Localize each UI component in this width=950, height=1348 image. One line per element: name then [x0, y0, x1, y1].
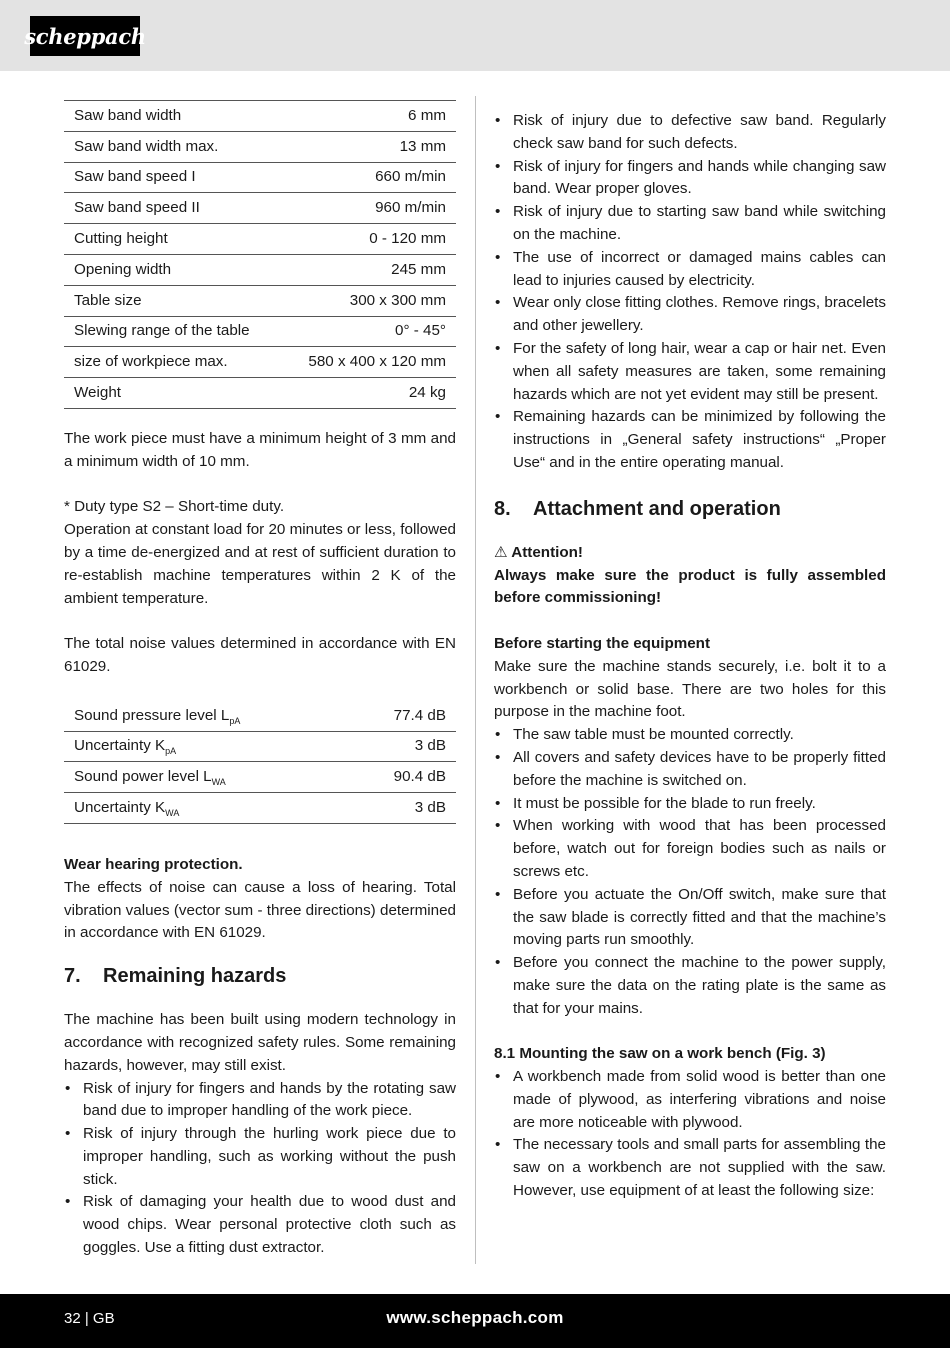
- row-label: Saw band speed II: [64, 193, 281, 224]
- table-row: [64, 193, 456, 224]
- table-row: [64, 731, 456, 762]
- row-label: Sound pressure level $L_{pA}$: [64, 701, 346, 731]
- table-row: [64, 285, 456, 316]
- row-label: Saw band width: [64, 101, 281, 132]
- list-item: • Risk of damaging your health due to wood dust and wood chips. Wear personal protective cloth such as goggles. Use a fitting dust extractor.: [64, 1191, 456, 1259]
- list-item: • Before you actuate the On/Off switch, make sure that the saw blade is correctly fitted and that the machine’s moving parts run smoothly.: [494, 884, 886, 952]
- table-row: [64, 378, 456, 409]
- list-item: • When working with wood that has been processed before, watch out for foreign bodies such as nails or screws etc.: [494, 815, 886, 883]
- table-row: [64, 701, 456, 731]
- table-row: [64, 101, 456, 132]
- subsection-8-1-list: [494, 1066, 886, 1203]
- row-value: 660 m/min: [281, 162, 456, 193]
- list-item: • All covers and safety devices have to be properly fitted before the machine is switched on.: [494, 747, 886, 793]
- list-item: • Remaining hazards can be minimized by following the instructions in „General safety instructions“ „Proper Use“ and in the entire operating manual.: [494, 406, 886, 474]
- row-value: 3 dB: [346, 731, 456, 762]
- right-column: [494, 110, 886, 1203]
- column-divider: [475, 96, 476, 1264]
- warning-icon: ⚠: [494, 543, 508, 561]
- row-value: 0° - 45°: [281, 316, 456, 347]
- attention-text: Always make sure the product is fully assembled before commissioning!: [494, 566, 886, 607]
- table-row: [64, 316, 456, 347]
- row-label: Uncertainty $K_{WA}$: [64, 793, 346, 824]
- list-item: • Before you connect the machine to the power supply, make sure the data on the rating plate is the same as that for your mains.: [494, 952, 886, 1020]
- hazard-list: [494, 110, 886, 475]
- list-item: • The saw table must be mounted correctly.: [494, 724, 886, 747]
- table-row: [64, 131, 456, 162]
- row-label: Saw band width max.: [64, 131, 281, 162]
- row-label: Uncertainty $K_{pA}$: [64, 731, 346, 762]
- row-value: 6 mm: [281, 101, 456, 132]
- list-item: • Risk of injury due to defective saw band. Regularly check saw band for such defects.: [494, 110, 886, 156]
- section-8-heading: 8. Attachment and operation: [494, 497, 781, 520]
- page-header: [0, 0, 950, 71]
- row-value: 90.4 dB: [346, 762, 456, 793]
- page-footer: [0, 1294, 950, 1348]
- workpiece-note: The work piece must have a minimum height of 3 mm and a minimum width of 10 mm.: [64, 429, 456, 470]
- before-text: Make sure the machine stands securely, i.e. bolt it to a workbench or solid base. There are two holes for this purpose in the machine foot.: [494, 657, 886, 721]
- hearing-text: The effects of noise can cause a loss of hearing. Total vibration values (vector sum - three directions) determined in accordance with EN 61029.: [64, 878, 456, 942]
- table-row: [64, 762, 456, 793]
- table-row: [64, 254, 456, 285]
- attention-label: ⚠ Attention!: [494, 543, 583, 561]
- row-label: Slewing range of the table: [64, 316, 281, 347]
- list-item: • Risk of injury for fingers and hands by the rotating saw band due to improper handling of the work piece.: [64, 1078, 456, 1124]
- section-7-list: [64, 1078, 456, 1260]
- noise-table: [64, 701, 456, 824]
- hearing-title: Wear hearing protection.: [64, 855, 243, 873]
- left-column: [64, 100, 456, 1260]
- row-label: size of workpiece max.: [64, 347, 281, 378]
- list-item: • The use of incorrect or damaged mains cables can lead to injuries caused by electricity.: [494, 247, 886, 293]
- list-item: • Wear only close fitting clothes. Remove rings, bracelets and other jewellery.: [494, 292, 886, 338]
- row-label: Weight: [64, 378, 281, 409]
- list-item: • Risk of injury for fingers and hands while changing saw band. Wear proper gloves.: [494, 156, 886, 202]
- noise-intro: The total noise values determined in accordance with EN 61029.: [64, 635, 456, 675]
- subsection-8-1-title: 8.1 Mounting the saw on a work bench (Fig. 3): [494, 1045, 826, 1063]
- row-value: 0 - 120 mm: [281, 224, 456, 255]
- row-label: Sound power level $L_{WA}$: [64, 762, 346, 793]
- section-7-heading: 7. Remaining hazards: [64, 965, 287, 988]
- row-value: 300 x 300 mm: [281, 285, 456, 316]
- row-value: 245 mm: [281, 254, 456, 285]
- duty-type: * Duty type S2 – Short-time duty.: [64, 498, 285, 516]
- table-row: [64, 224, 456, 255]
- list-item: • A workbench made from solid wood is better than one made of plywood, as interfering vibrations and noise are more noticeable with plywood.: [494, 1066, 886, 1134]
- list-item: • Risk of injury due to starting saw band while switching on the machine.: [494, 201, 886, 247]
- list-item: • It must be possible for the blade to run freely.: [494, 793, 886, 816]
- page-number: 32 | GB: [64, 1310, 115, 1327]
- spec-table: [64, 100, 456, 409]
- row-label: Saw band speed I: [64, 162, 281, 193]
- row-value: 3 dB: [346, 793, 456, 824]
- row-value: 13 mm: [281, 131, 456, 162]
- row-label: Cutting height: [64, 224, 281, 255]
- row-value: 580 x 400 x 120 mm: [281, 347, 456, 378]
- list-item: • Risk of injury through the hurling work piece due to improper handling, such as working without the push stick.: [64, 1123, 456, 1191]
- duty-text: Operation at constant load for 20 minutes or less, followed by a time de-energized and at rest of sufficient duration to re-establish machine temperatures within 2 K of the ambient temperature.: [64, 521, 456, 607]
- section-7-intro: The machine has been built using modern technology in accordance with recognized safety rules. Some remaining hazards, however, may still exist.: [64, 1011, 456, 1074]
- scheppach-logo: scheppach: [30, 16, 140, 56]
- table-row: [64, 793, 456, 824]
- row-value: 960 m/min: [281, 193, 456, 224]
- before-list: [494, 724, 886, 1020]
- list-item: • The necessary tools and small parts for assembling the saw on a workbench are not supplied with the saw. However, use equipment of at least the following size:: [494, 1134, 886, 1202]
- before-title: Before starting the equipment: [494, 634, 711, 652]
- row-label: Opening width: [64, 254, 281, 285]
- row-value: 24 kg: [281, 378, 456, 409]
- row-value: 77.4 dB: [346, 701, 456, 731]
- website-url: www.scheppach.com: [386, 1308, 564, 1327]
- table-row: [64, 347, 456, 378]
- list-item: • For the safety of long hair, wear a cap or hair net. Even when all safety measures are taken, some remaining hazards which are not yet evident may still be present.: [494, 338, 886, 406]
- table-row: [64, 162, 456, 193]
- row-label: Table size: [64, 285, 281, 316]
